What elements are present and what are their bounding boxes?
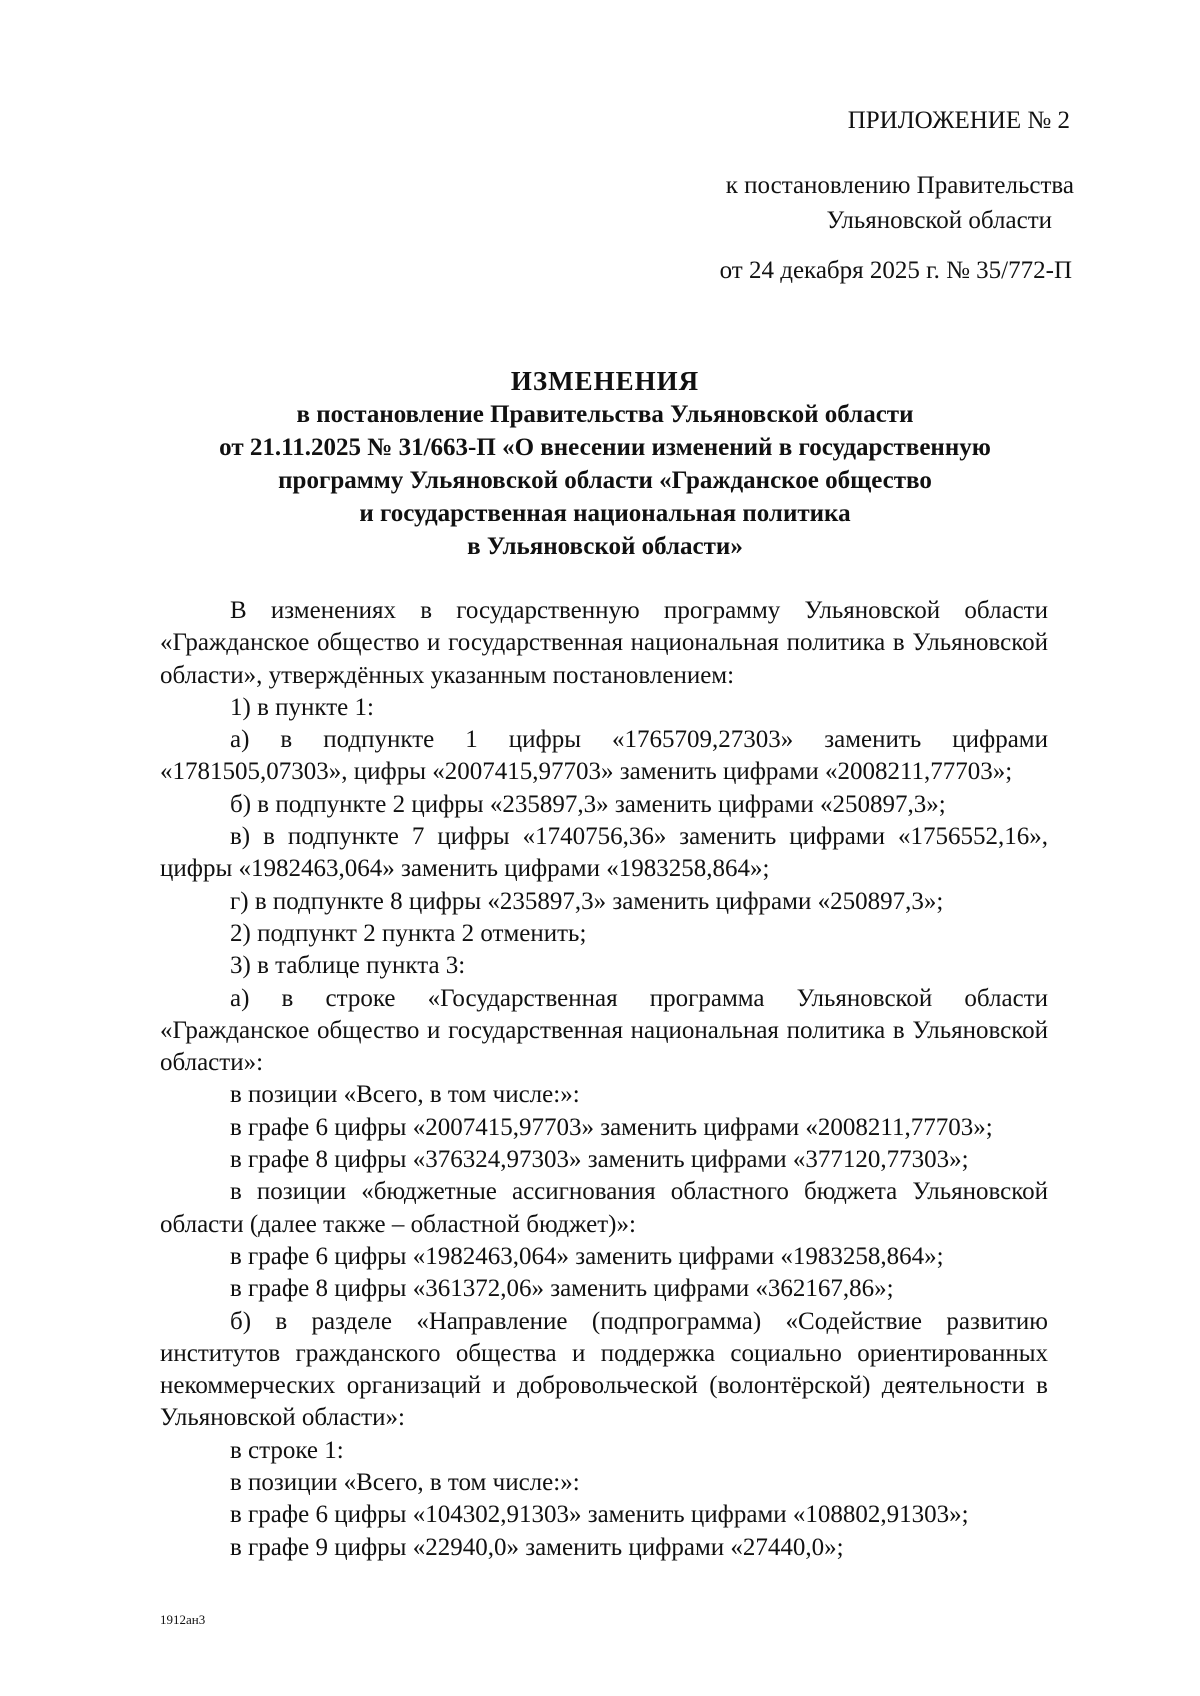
- document-body: [160, 595, 1048, 1564]
- decree-reference-line1: к постановлению Правительства: [725, 172, 1074, 199]
- item-3b-row-1: в строке 1:: [230, 1436, 344, 1464]
- item-2: 2) подпункт 2 пункта 2 отменить;: [230, 919, 587, 947]
- item-3a: а) в строке «Государственная программа Ульяновской области «Гражданское общество и государственная национальная политика в Ульяновской области»:: [160, 984, 1048, 1077]
- item-3b-column-9: в графе 9 цифры «22940,0» заменить цифрами «27440,0»;: [230, 1533, 844, 1561]
- item-3a-position-total: в позиции «Всего, в том числе:»:: [230, 1081, 580, 1109]
- item-3a-budget-column-6: в графе 6 цифры «1982463,064» заменить цифрами «1983258,864»;: [230, 1242, 944, 1270]
- document-title: [160, 365, 1050, 563]
- item-3a-budget-column-8: в графе 8 цифры «361372,06» заменить цифрами «362167,86»;: [230, 1275, 894, 1303]
- item-3: 3) в таблице пункта 3:: [230, 952, 466, 980]
- item-1a: а) в подпункте 1 цифры «1765709,27303» заменить цифрами «1781505,07303», цифры «2007415,97703» заменить цифрами «2008211,77703»;: [160, 726, 1048, 786]
- item-1b: б) в подпункте 2 цифры «235897,3» заменить цифрами «250897,3»;: [230, 790, 946, 818]
- decree-date: от 24 декабря 2025 г. № 35/772-П: [719, 257, 1072, 284]
- title-line4: и государственная национальная политика: [359, 500, 851, 527]
- decree-reference: [726, 168, 1074, 238]
- title-line2: от 21.11.2025 № 31/663-П «О внесении изменений в государственную: [219, 434, 991, 461]
- title-line1: в постановление Правительства Ульяновской области: [296, 401, 914, 428]
- item-3b-position-total: в позиции «Всего, в том числе:»:: [230, 1469, 580, 1497]
- item-3a-position-budget: в позиции «бюджетные ассигнования областного бюджета Ульяновской области (далее также – областной бюджет)»:: [160, 1178, 1048, 1238]
- title-main: ИЗМЕНЕНИЯ: [510, 366, 700, 396]
- document-code: 1912ан3: [160, 1612, 206, 1627]
- item-1v: в) в подпункте 7 цифры «1740756,36» заменить цифрами «1756552,16», цифры «1982463,064» заменить цифрами «1983258,864»;: [160, 823, 1048, 883]
- item-3b: б) в разделе «Направление (подпрограмма) «Содействие развитию институтов гражданского общества и поддержка социально ориентированных некоммерческих организаций и добровольческой (волонтёрской) деятельности в Ульяновской области»:: [160, 1307, 1048, 1432]
- appendix-number: ПРИЛОЖЕНИЕ № 2: [847, 107, 1070, 134]
- intro-paragraph: В изменениях в государственную программу Ульяновской области «Гражданское общество и государственная национальная политика в Ульяновской области», утверждённых указанным постановлением:: [160, 597, 1048, 689]
- title-line5: в Ульяновской области»: [467, 533, 743, 560]
- item-3a-column-8: в графе 8 цифры «376324,97303» заменить цифрами «377120,77303»;: [230, 1146, 969, 1174]
- item-3a-column-6: в графе 6 цифры «2007415,97703» заменить цифрами «2008211,77703»;: [230, 1113, 993, 1141]
- item-1: 1) в пункте 1:: [230, 693, 374, 721]
- item-1g: г) в подпункте 8 цифры «235897,3» заменить цифрами «250897,3»;: [230, 887, 944, 915]
- title-line3: программу Ульяновской области «Гражданское общество: [278, 467, 932, 494]
- decree-reference-line2: Ульяновской области: [826, 207, 1052, 234]
- item-3b-column-6: в графе 6 цифры «104302,91303» заменить цифрами «108802,91303»;: [230, 1501, 969, 1529]
